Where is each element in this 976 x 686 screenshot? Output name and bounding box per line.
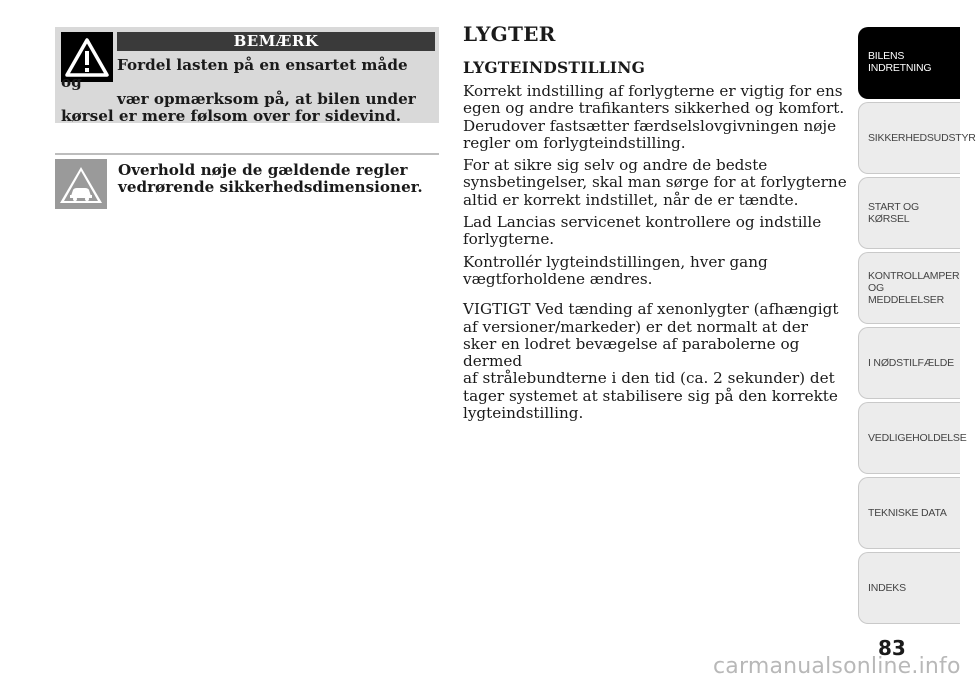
divider xyxy=(55,153,439,155)
paragraph: Lad Lancias servicenet kontrollere og indstille forlygterne. xyxy=(463,213,822,249)
chapter-tabs xyxy=(858,27,976,627)
environment-car-icon xyxy=(55,159,107,209)
tab-sikkerhedsudstyr[interactable]: SIKKERHEDSUDSTYR xyxy=(858,102,960,174)
page-number: 83 xyxy=(878,636,906,660)
section-heading: LYGTER xyxy=(463,22,556,46)
tab-bilens-indretning[interactable]: BILENS INDRETNING xyxy=(858,27,960,99)
paragraph: For at sikre sig selv og andre de bedste synsbetingelser, skal man sørge for at forlygterne altid er korrekt indstillet, når de er tændte. xyxy=(463,156,847,209)
main-content xyxy=(463,22,848,427)
notice-box xyxy=(55,27,439,123)
environment-note-text: Overhold nøje de gældende regler vedrørende sikkerhedsdimensioner. xyxy=(118,161,423,196)
section-subheading: LYGTEINDSTILLING xyxy=(463,58,646,77)
tab-indeks[interactable]: INDEKS xyxy=(858,552,960,624)
paragraph: Kontrollér lygteindstillingen, hver gang vægtforholdene ændres. xyxy=(463,252,768,288)
notice-title: BEMÆRK xyxy=(117,32,435,51)
tab-i-nodstilfaelde[interactable]: I NØDSTILFÆLDE xyxy=(858,327,960,399)
tab-kontrollamper[interactable]: KONTROLLAMPER OG MEDDELELSER xyxy=(858,252,960,324)
watermark: carmanualsonline.info xyxy=(713,654,961,679)
tab-tekniske-data[interactable]: TEKNISKE DATA xyxy=(858,477,960,549)
tab-vedligeholdelse[interactable]: VEDLIGEHOLDELSE xyxy=(858,402,960,474)
tab-start-og-korsel[interactable]: START OG KØRSEL xyxy=(858,177,960,249)
paragraph: Korrekt indstilling af forlygterne er vigtig for ens egen og andre trafikanters sikkerhed og komfort. Derudover fastsætter færdselslovgivningen nøje regler om forlygteindstilling. xyxy=(463,82,845,152)
important-paragraph: VIGTIGT Ved tænding af xenonlygter (afhængigt af versioner/markeder) er det normalt at der sker en lodret bevægelse af parabolerne og dermed af strålebundterne i den tid (ca. 2 sekunder) det tager systemet at stabilisere sig på den korrekte lygteindstilling. xyxy=(463,300,839,423)
notice-text: Fordel lasten på en ensartet måde og vær opmærksom på, at bilen under kørsel er mere følsom over for sidevind. xyxy=(61,56,416,125)
